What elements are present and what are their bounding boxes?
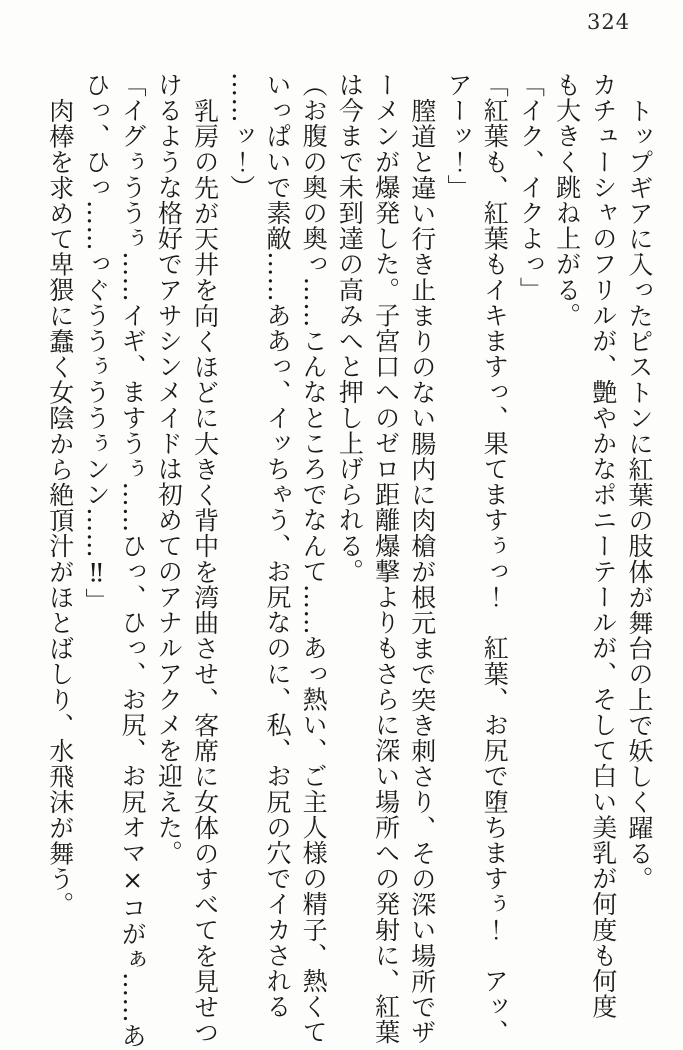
text-line: 「イク、イクよっ」 [516,72,546,303]
text-line: いっぱいで素敵……ああっ、イッちゃう、お尻なのに、私、お尻の穴でイカされる [262,72,292,1020]
text-line: カチューシャのフリルが、艶やかなポニーテールが、そして白い美乳が何度も何度 [588,72,618,1020]
text-line: （お腹の奥の奥っ……こんなところでなんて……あっ熱い、ご主人様の精子、熱くて [299,72,329,1045]
page-number: 324 [587,10,631,34]
text-line: 「紅葉も、紅葉もイキますっ、果てますぅっ！ 紅葉、お尻で堕ちますぅ！ アッ、 [480,72,510,1045]
text-line: 肉棒を求めて卑猥に蠢く女陰から絶頂汁がほとばしり、水飛沫が舞う。 [45,97,75,917]
text-line: 乳房の先が天井を向くほどに大きく背中を湾曲させ、客席に女体のすべてを見せつ [190,97,220,1045]
novel-text-body [42,72,657,1049]
text-line: 膣道と違い行き止まりのない腸内に肉槍が根元まで突き刺さり、その深い場所でザ [407,97,437,1045]
text-line: ーメンが爆発した。子宮口へのゼロ距離爆撃よりもさらに深い場所への発射に、紅葉 [371,72,401,1045]
text-line: は今まで未到達の高みへと押し上げられる。 [335,72,365,584]
text-line: トップギアに入ったピストンに紅葉の肢体が舞台の上で妖しく躍る。 [625,97,654,892]
text-line: ひっ、ひっ……っぐううぅううぅンン……‼」 [81,72,111,614]
text-line: ……ッ！） [226,72,256,200]
text-line: も大きく跳ね上がる。 [552,72,582,328]
text-line: けるような格好でアサシンメイドは初めてのアナルアクメを迎えた。 [154,72,184,866]
text-line: 「イグぅううぅ……イギ、ますうぅ……ひっ、ひっ、お尻、お尻オマ×コがぁ……あ [118,72,148,1049]
text-line: アーッ！」 [443,72,473,200]
